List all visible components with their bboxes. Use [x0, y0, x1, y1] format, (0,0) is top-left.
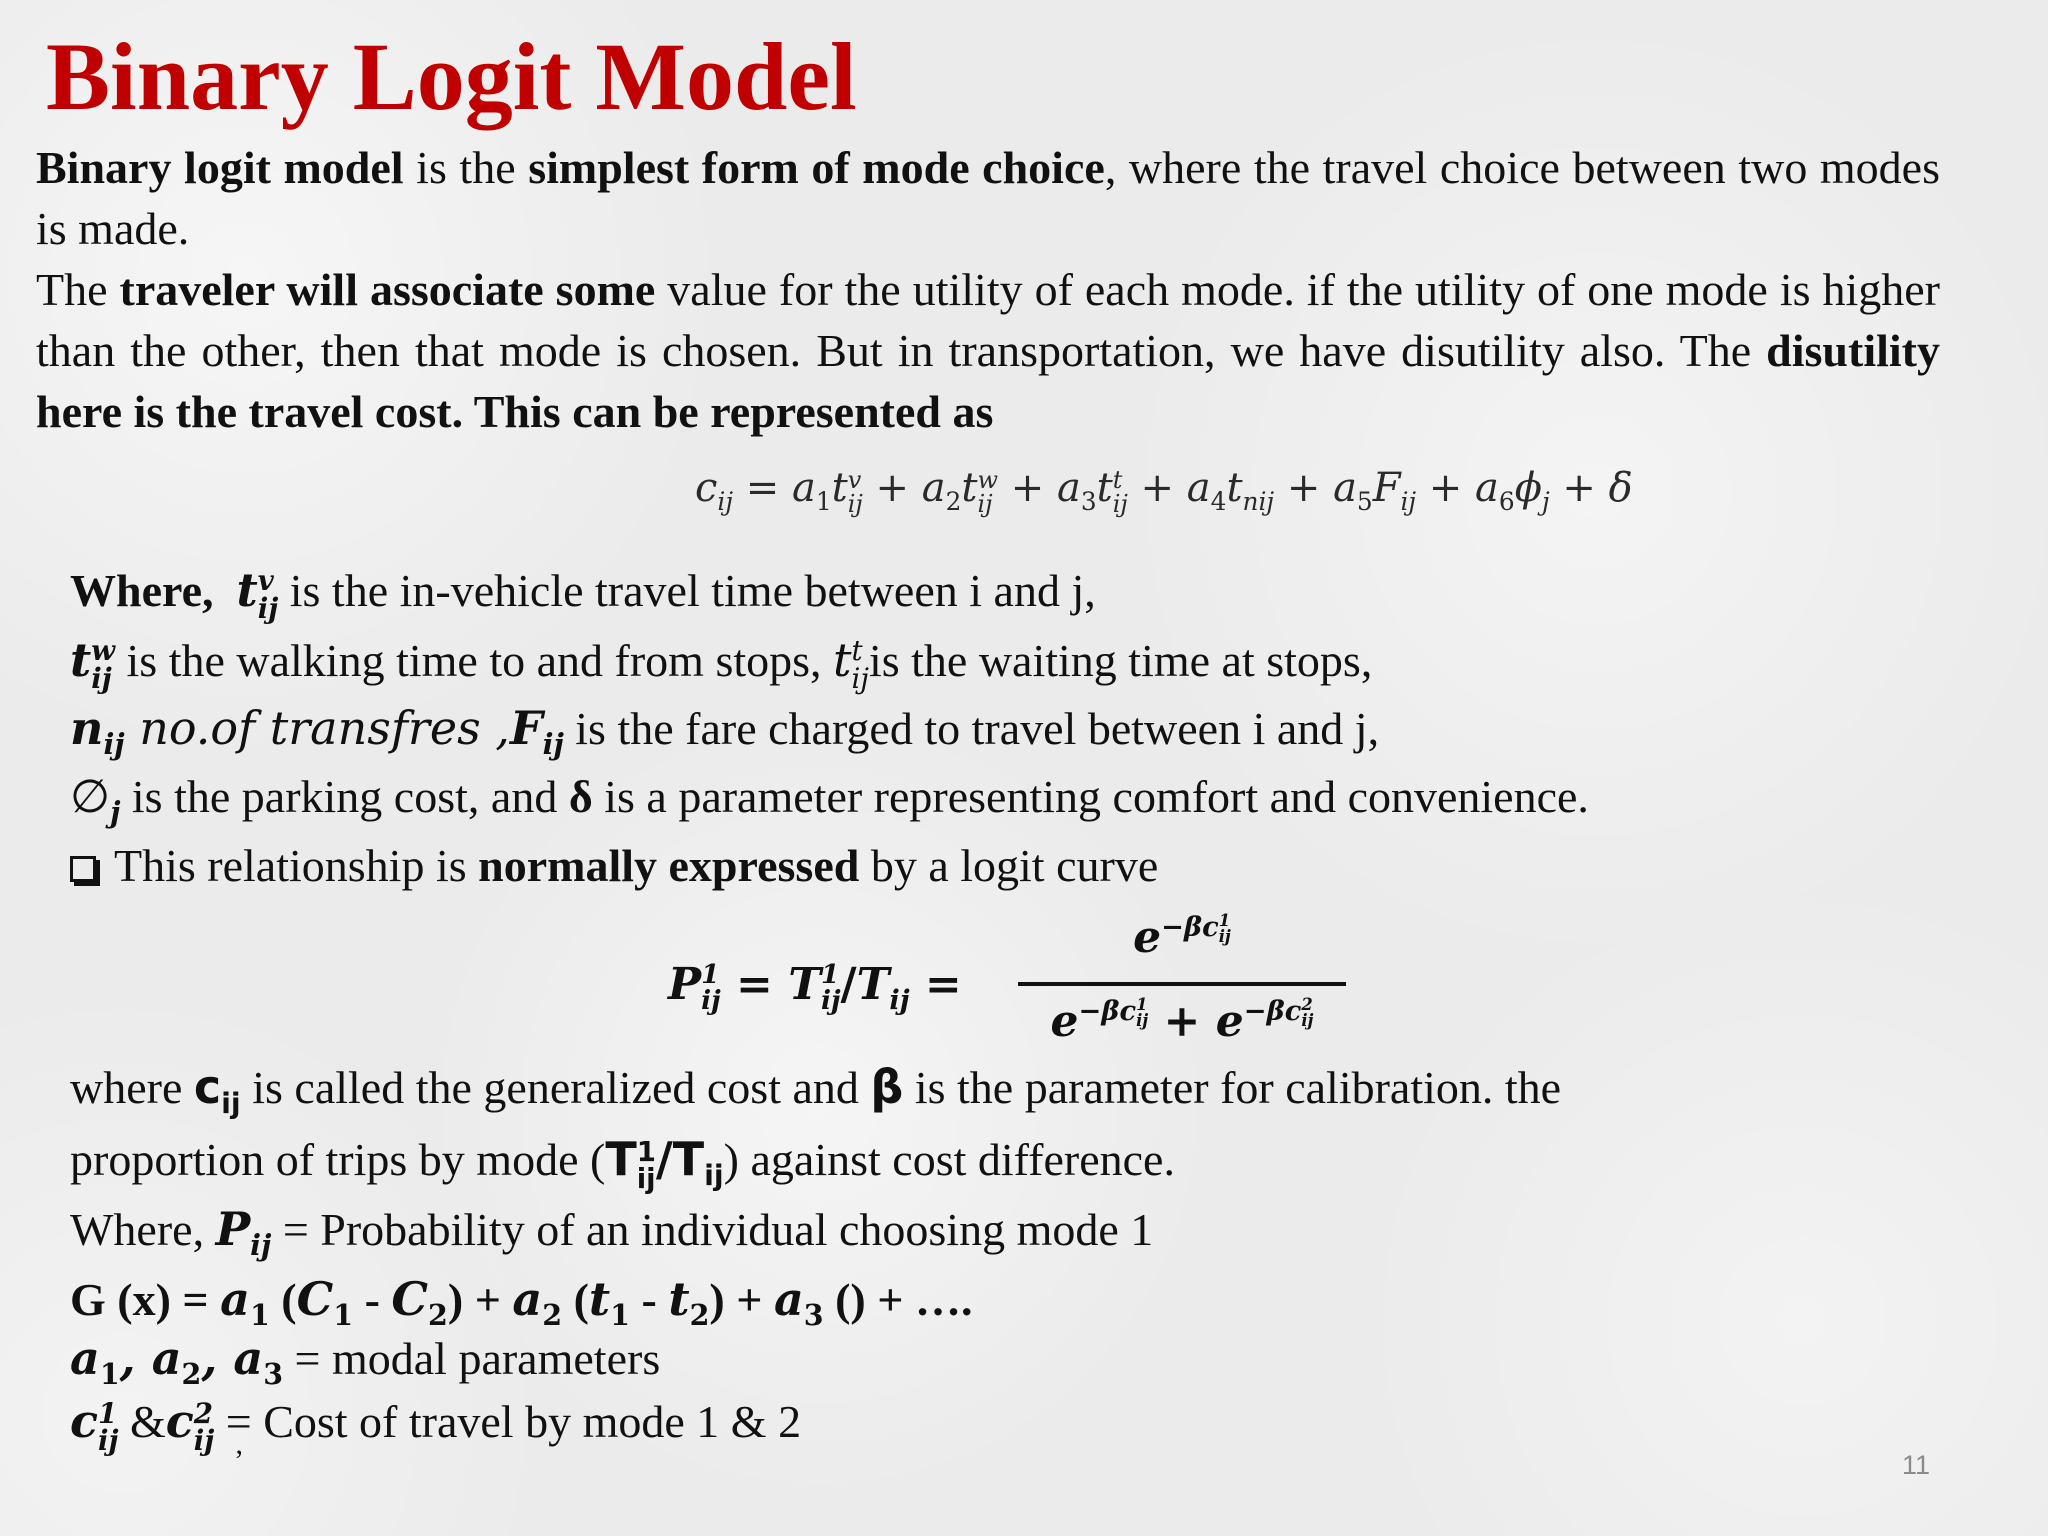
- cost-of-travel-line: c 1 ij &c 2 ij = Cost of travel by mode 1 & 2: [70, 1394, 802, 1458]
- intro-paragraph-1: [36, 137, 1940, 259]
- text: The: [36, 264, 120, 315]
- definition-line-2: t w ij is the walking time to and from stops, t t ij is the waiting time at stops,: [70, 633, 1373, 695]
- cost-equation: $c_{ij} = a_1t$ v ij + $a_2t$ w ij + $a_3t$ t ij + $a_4t_{nij} + a_5F_{ij} + a_6\phi_j + \delta$: [695, 465, 1633, 518]
- explanation-line-1: where $c_{ij}$ is called the generalized cost and β is the parameter for calibration. the: [70, 1060, 1562, 1121]
- stray-mark: ’: [234, 1444, 244, 1477]
- bold-term: disutility here is the travel cost. This can be represented as: [36, 325, 1940, 437]
- modal-parameters-line: $a_1$, $a_2$, $a_3$ = modal parameters: [70, 1331, 661, 1392]
- utility-function-line: G $(x) = a_1$ $(C_1 - C_2) + a_2$ $(t_1 - t_2) + a_3$ () + ….: [70, 1272, 973, 1333]
- definition-line-4: $\emptyset_j$ is the parking cost, and δ is a parameter representing comfort and convenience.: [70, 769, 1589, 830]
- explanation-line-2: proportion of trips by mode (T 1 ij $/T_{ij}$) against cost difference.: [70, 1132, 1175, 1196]
- definition-line-3: $n_{ij}$ no.of transfres $,F_{ij}$ is the fare charged to travel between i and j,: [70, 701, 1380, 762]
- fraction-bar: [1018, 982, 1346, 986]
- fraction-numerator: $e^{-\beta c 1 ij}$: [1133, 910, 1231, 963]
- text: value for the utility of each mode. if the utility of one mode is higher than the other, then that mode is chosen. But in transportation, we have disutility also. The: [36, 264, 1941, 376]
- text: , where the travel choice between two modes is made.: [36, 142, 1940, 254]
- bold-term: Binary logit model: [36, 142, 404, 193]
- definition-line-1: Where, t v ij is the in-vehicle travel time between i and j,: [70, 563, 1096, 625]
- text: is the: [403, 142, 529, 193]
- explanation-line-3: Where, $P_{ij}$ = Probability of an individual choosing mode 1: [70, 1202, 1154, 1263]
- page-number: 11: [1901, 1450, 1930, 1480]
- checkbox-bullet-icon: [70, 856, 96, 882]
- intro-paragraph-2: [36, 259, 1940, 442]
- bold-term: traveler will associate some: [119, 264, 656, 315]
- bullet-logit-curve: This relationship is normally expressed by a logit curve: [70, 833, 1158, 899]
- logit-equation-lhs: P 1 ij = T 1 ij $/T_{ij}$ =: [668, 958, 962, 1017]
- logit-fraction: [1018, 900, 1346, 1060]
- slide-title: Binary Logit Model: [46, 23, 857, 130]
- fraction-denominator: $e^{-\beta c 1 ij}$ + $e^{-\beta c 2 ij}$: [1050, 994, 1314, 1047]
- bold-term: simplest form of mode choice: [528, 142, 1105, 193]
